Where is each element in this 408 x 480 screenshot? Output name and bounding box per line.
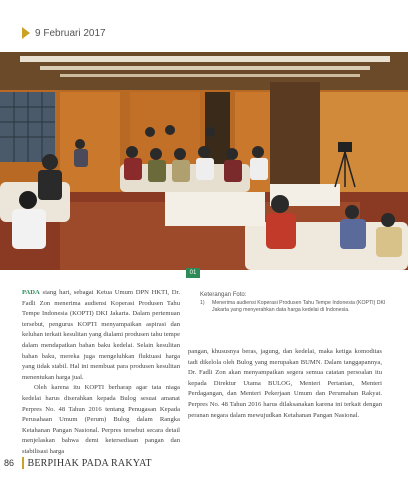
- paragraph-text: siang hari, sebagai Ketua Umum DPN HKTI, Dr. Fadli Zon menerima audiensi Koperasi Produsen Tahu Tempe Indonesia (KOPTI) DKI Jakarta. Dalam pertemuan tersebut, pengurus KOPTI menyampaikan aspirasi dan keluhan terkait kesulitan yang dialami produsen tahu tempe dalam mendapatkan bahan baku kedelai. Selain kesulitan bahan baku, mereka juga mengeluhkan fluktuasi harga yang tidak stabil. Hal ini membuat para produsen kesulitan menentukan harga jual.: [22, 289, 180, 381]
- meeting-photo-illustration: [0, 52, 408, 270]
- footer-title: BERPIHAK PADA RAKYAT: [27, 457, 152, 469]
- article-paragraph: pangan, khususnya beras, jagung, dan kedelai, maka ketiga komoditas tadi dikelola oleh Bulog yang merupakan BUMN. Dalam tanggapannya, Dr. Fadli Zon akan menyampaikan segera semua catatan persoalan itu kepada Direktur Utama BULOG, Menteri Pertanian, Menteri Perdagangan, dan Menteri Pekerjaan Umum dan Perumahan Rakyat. Perpres No. 48 Tahun 2016 harus dilaksanakan karena ini terkait dengan peranan negara dalam mewujudkan Ketahanan Pangan Nasional.: [188, 348, 382, 419]
- date-header: [22, 26, 106, 40]
- footer-divider: [22, 457, 24, 469]
- article-column-2: [188, 347, 382, 421]
- article-paragraph: [22, 288, 180, 383]
- caption-title: Keterangan Foto:: [200, 292, 247, 298]
- caption-item-number: 1): [200, 300, 205, 306]
- article-column-1: [22, 288, 180, 458]
- page-footer: [0, 456, 152, 470]
- lead-word: PADA: [22, 289, 40, 296]
- photo-number-badge: 01: [186, 268, 200, 278]
- caption-item: [200, 300, 390, 314]
- meeting-photo: [0, 52, 408, 270]
- date-text: 9 Februari 2017: [35, 27, 106, 39]
- triangle-bullet-icon: [22, 27, 30, 39]
- caption-item-text: Menerima audiensi Koperasi Produsen Tahu Tempe Indonesia (KOPTI) DKI Jakarta yang menyerahkan data harga kedelai di Indonesia.: [212, 300, 386, 313]
- photo-caption: [200, 292, 390, 314]
- article-paragraph: Oleh karena itu KOPTI berharap agar tata niaga kedelai harus diserahkan kepada Bulog sesuai amanat Perpres No. 48 Tahun 2016 tentang Penugasan Kepada Perusahaan Umum (Perum) Bulog dalam Rangka Ketahanan Pangan Nasional. Perpres tersebut secara detail menjelaskan bahwa demi ketersediaan pangan dan stabilisasi harga: [22, 384, 180, 455]
- page-number: 86: [4, 458, 15, 468]
